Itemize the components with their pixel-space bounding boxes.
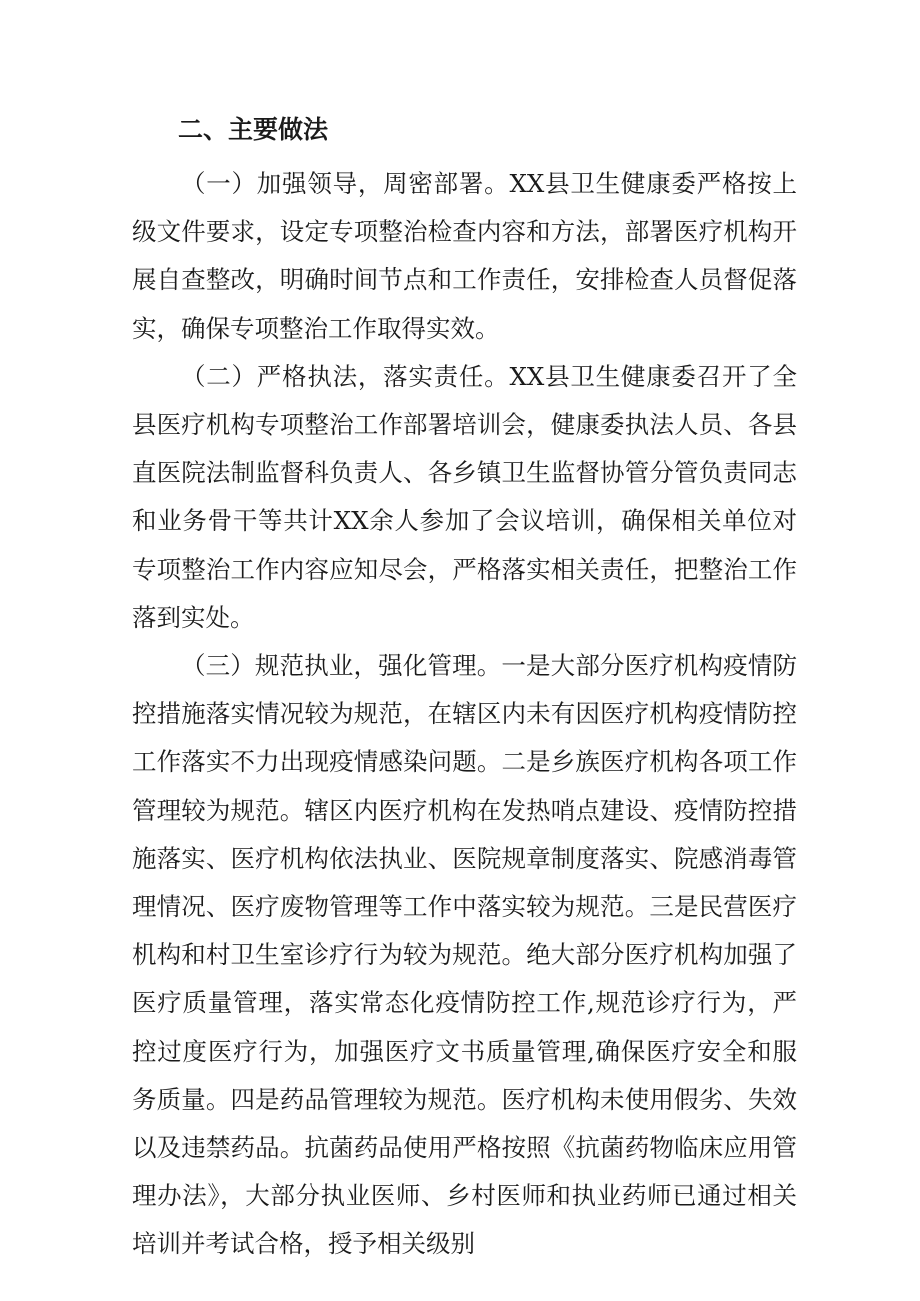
paragraph-management: （三）规范执业，强化管理。一是大部分医疗机构疫情防控措施落实情况较为规范，在辖区内未有因医疗机构疫情防控工作落实不力出现疫情感染问题。二是乡族医疗机构各项工作管理较为规范。辖区内医疗机构在发热哨点建设、疫情防控措施落实、医疗机构依法执业、医院规章制度落实、院感消毒管理情况、医疗废物管理等工作中落实较为规范。三是民营医疗机构和村卫生室诊疗行为较为规范。绝大部分医疗机构加强了医疗质量管理，落实常态化疫情防控工作,规范诊疗行为，严控过度医疗行为，加强医疗文书质量管理,确保医疗安全和服务质量。四是药品管理较为规范。医疗机构未使用假劣、失效以及违禁药品。抗菌药品使用严格按照《抗菌药物临床应用管理办法》，大部分执业医师、乡村医师和执业药师已通过相关培训并考试合格，授予相关级别 xyxy=(132,651,797,1259)
paragraph-enforcement: （二）严格执法，落实责任。XX县卫生健康委召开了全县医疗机构专项整治工作部署培训会，健康委执法人员、各县直医院法制监督科负责人、各乡镇卫生监督协管分管负责同志和业务骨干等共计XX余人参加了会议培训，确保相关单位对专项整治工作内容应知尽会，严格落实相关责任，把整治工作落到实处。 xyxy=(132,361,797,632)
document-body xyxy=(132,160,797,1269)
paragraph-leadership: （一）加强领导，周密部署。XX县卫生健康委严格按上级文件要求，设定专项整治检查内容和方法，部署医疗机构开展自查整改，明确时间节点和工作责任，安排检查人员督促落实，确保专项整治工作取得实效。 xyxy=(132,169,797,343)
section-heading: 二、主要做法 xyxy=(178,115,329,144)
